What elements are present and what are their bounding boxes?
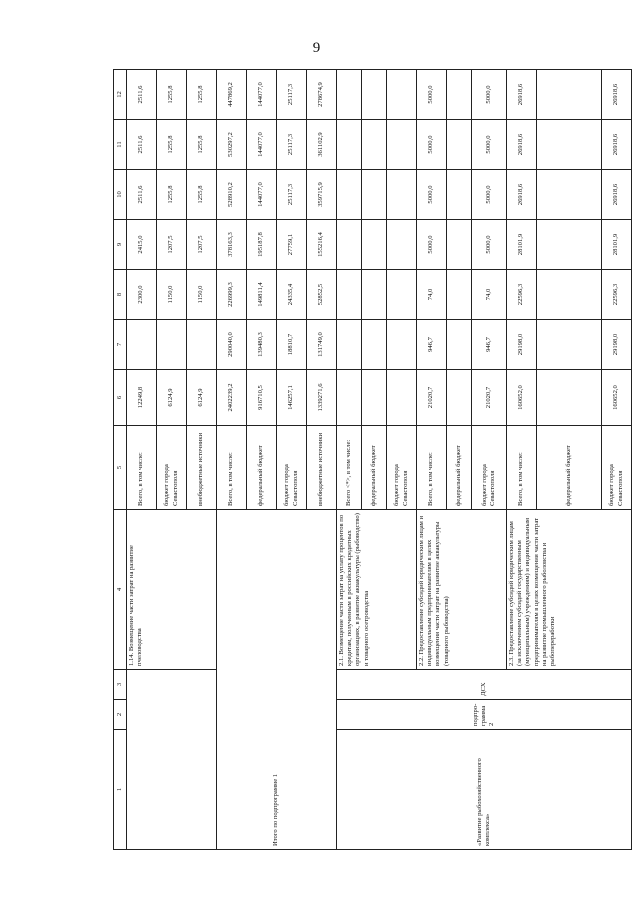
value-cell: 226999,3 <box>217 270 247 320</box>
value-cell <box>337 220 362 270</box>
value-cell: 1207,5 <box>157 220 187 270</box>
value-cell <box>387 320 417 370</box>
funding-source-cell: внебюджетные источники <box>307 426 337 510</box>
measure-2-3-label: 2.3. Предоставление субсидий юридическим лицам (за исключением субсидий государственным (муниципальным) учреждениям) и индивидуальным предпринимателям в целях возмещения части затрат на развитие промышленного рыболовства и рыбопереработки <box>507 510 632 670</box>
value-cell: 18810,7 <box>277 320 307 370</box>
value-cell <box>387 370 417 426</box>
value-cell: 144077,0 <box>247 70 277 120</box>
value-cell: 2300,0 <box>127 270 157 320</box>
header-row <box>114 70 127 850</box>
value-cell: 2402239,2 <box>217 370 247 426</box>
budget-table <box>113 69 632 850</box>
value-cell <box>387 70 417 120</box>
value-cell: 5000,0 <box>472 170 507 220</box>
value-cell <box>537 170 602 220</box>
program-name-label: «Развитие рыбохозяйственного комплекса» <box>337 730 632 850</box>
header-cell: 9 <box>114 220 127 270</box>
value-cell: 916710,5 <box>247 370 277 426</box>
value-cell: 361102,9 <box>307 120 337 170</box>
header-cell: 7 <box>114 320 127 370</box>
funding-source-cell: бюджет города Севастополя <box>602 426 632 510</box>
table-row <box>127 70 157 850</box>
value-cell: 26918,6 <box>507 120 537 170</box>
table-row <box>337 70 362 850</box>
measure-1-14-label: 1.14. Возмещение части затрат на развитие пчеловодства <box>127 510 217 670</box>
value-cell <box>387 170 417 220</box>
value-cell: 26918,6 <box>602 170 632 220</box>
value-cell: 144077,0 <box>247 170 277 220</box>
funding-source-cell: федеральный бюджет <box>362 426 387 510</box>
value-cell: 28101,9 <box>507 220 537 270</box>
value-cell <box>337 270 362 320</box>
value-cell: 26918,6 <box>602 70 632 120</box>
value-cell: 6124,9 <box>157 370 187 426</box>
value-cell <box>362 170 387 220</box>
value-cell <box>447 320 472 370</box>
value-cell: 5000,0 <box>472 220 507 270</box>
rotated-table-wrapper <box>113 70 624 850</box>
funding-source-cell: бюджет города Севастополя <box>157 426 187 510</box>
value-cell <box>127 320 157 370</box>
header-cell: 12 <box>114 70 127 120</box>
value-cell <box>337 320 362 370</box>
value-cell: 1255,8 <box>157 120 187 170</box>
value-cell: 149811,4 <box>247 270 277 320</box>
value-cell <box>447 170 472 220</box>
value-cell: 378163,3 <box>217 220 247 270</box>
value-cell: 6124,9 <box>187 370 217 426</box>
value-cell: 144077,0 <box>247 120 277 170</box>
value-cell: 146257,1 <box>277 370 307 426</box>
value-cell <box>362 220 387 270</box>
value-cell: 1339271,6 <box>307 370 337 426</box>
value-cell: 2511,6 <box>127 170 157 220</box>
value-cell: 1255,8 <box>157 170 187 220</box>
header-cell: 11 <box>114 120 127 170</box>
value-cell: 26918,6 <box>507 70 537 120</box>
value-cell: 26918,6 <box>507 170 537 220</box>
value-cell <box>537 270 602 320</box>
value-cell <box>537 120 602 170</box>
value-cell <box>447 70 472 120</box>
header-cell: 6 <box>114 370 127 426</box>
executor-label: ДСХ <box>337 670 632 700</box>
value-cell: 29198,0 <box>507 320 537 370</box>
value-cell: 139480,3 <box>247 320 277 370</box>
funding-source-cell: бюджет города Севастополя <box>387 426 417 510</box>
measure-2-1-label: 2.1. Возмещение части затрат на уплату процентов по кредитам, полученным в российских кредитных организациях, в развитие аквакультуры (рыбоводство) и товарного осетроводства <box>337 510 417 670</box>
value-cell: 2511,6 <box>127 120 157 170</box>
value-cell <box>447 220 472 270</box>
table-row <box>217 70 247 850</box>
value-cell <box>447 270 472 320</box>
value-cell <box>362 70 387 120</box>
value-cell: 5000,0 <box>417 120 447 170</box>
funding-source-cell: федеральный бюджет <box>537 426 602 510</box>
value-cell: 528910,2 <box>217 170 247 220</box>
funding-source-cell: Всего <*>, в том числе: <box>337 426 362 510</box>
value-cell: 21020,7 <box>472 370 507 426</box>
value-cell: 12249,8 <box>127 370 157 426</box>
value-cell: 26918,6 <box>602 120 632 170</box>
value-cell <box>447 120 472 170</box>
value-cell: 29198,0 <box>602 320 632 370</box>
value-cell: 160652,0 <box>507 370 537 426</box>
header-cell: 3 <box>114 670 127 700</box>
funding-source-cell: федеральный бюджет <box>247 426 277 510</box>
value-cell <box>362 320 387 370</box>
funding-source-cell: внебюджетные источники <box>187 426 217 510</box>
header-cell: 1 <box>114 730 127 850</box>
value-cell: 131749,0 <box>307 320 337 370</box>
measure-2-2-label: 2.2. Предоставление субсидий юридическим лицам и индивидуальным предпринимателям в целях возмещения части затрат на развитие аквакультуры (товарного рыбоводства) <box>417 510 507 670</box>
value-cell: 359715,9 <box>307 170 337 220</box>
funding-source-cell: бюджет города Севастополя <box>277 426 307 510</box>
value-cell: 5000,0 <box>417 70 447 120</box>
value-cell: 74,0 <box>472 270 507 320</box>
value-cell <box>537 370 602 426</box>
value-cell: 28101,9 <box>602 220 632 270</box>
value-cell <box>337 370 362 426</box>
header-cell: 8 <box>114 270 127 320</box>
value-cell <box>362 270 387 320</box>
value-cell: 5000,0 <box>417 220 447 270</box>
value-cell: 946,7 <box>417 320 447 370</box>
value-cell: 21020,7 <box>417 370 447 426</box>
header-cell: 10 <box>114 170 127 220</box>
value-cell: 5000,0 <box>417 170 447 220</box>
subprogram-code-label: подпро-грамма 2 <box>337 700 632 730</box>
value-cell: 278674,9 <box>307 70 337 120</box>
value-cell: 160652,0 <box>602 370 632 426</box>
value-cell <box>362 370 387 426</box>
value-cell: 1150,0 <box>157 270 187 320</box>
value-cell: 5000,0 <box>472 120 507 170</box>
value-cell: 2415,0 <box>127 220 157 270</box>
header-cell: 2 <box>114 700 127 730</box>
value-cell: 1207,5 <box>187 220 217 270</box>
value-cell <box>537 320 602 370</box>
value-cell: 74,0 <box>417 270 447 320</box>
value-cell: 2511,6 <box>127 70 157 120</box>
funding-source-cell: Всего, в том числе: <box>507 426 537 510</box>
value-cell <box>362 120 387 170</box>
header-cell: 4 <box>114 510 127 670</box>
value-cell: 1150,0 <box>187 270 217 320</box>
value-cell <box>157 320 187 370</box>
value-cell <box>387 270 417 320</box>
value-cell <box>447 370 472 426</box>
value-cell: 27759,1 <box>277 220 307 270</box>
value-cell <box>387 120 417 170</box>
value-cell: 530297,2 <box>217 120 247 170</box>
empty-cell-1-3 <box>127 670 217 850</box>
value-cell: 946,7 <box>472 320 507 370</box>
value-cell <box>387 220 417 270</box>
header-cell: 5 <box>114 426 127 510</box>
value-cell: 52852,5 <box>307 270 337 320</box>
value-cell: 5000,0 <box>472 70 507 120</box>
value-cell <box>187 320 217 370</box>
funding-source-cell: Всего, в том числе: <box>217 426 247 510</box>
value-cell: 1255,8 <box>157 70 187 120</box>
funding-source-cell: федеральный бюджет <box>447 426 472 510</box>
value-cell <box>337 70 362 120</box>
page-number: 9 <box>312 40 321 56</box>
value-cell: 25117,3 <box>277 120 307 170</box>
funding-source-cell: бюджет города Севастополя <box>472 426 507 510</box>
value-cell: 25117,3 <box>277 170 307 220</box>
value-cell: 22596,3 <box>602 270 632 320</box>
subprogram-total-label: Итого по подпрограмме 1 <box>217 510 337 850</box>
value-cell: 195187,8 <box>247 220 277 270</box>
funding-source-cell: Всего, в том числе: <box>417 426 447 510</box>
value-cell: 447869,2 <box>217 70 247 120</box>
value-cell: 1255,8 <box>187 120 217 170</box>
funding-source-cell: Всего, в том числе: <box>127 426 157 510</box>
value-cell: 290040,0 <box>217 320 247 370</box>
value-cell <box>537 220 602 270</box>
value-cell: 1255,8 <box>187 170 217 220</box>
value-cell: 25117,3 <box>277 70 307 120</box>
value-cell: 155216,4 <box>307 220 337 270</box>
value-cell <box>537 70 602 120</box>
value-cell: 1255,8 <box>187 70 217 120</box>
value-cell: 24335,4 <box>277 270 307 320</box>
value-cell <box>337 170 362 220</box>
value-cell: 22596,3 <box>507 270 537 320</box>
value-cell <box>337 120 362 170</box>
